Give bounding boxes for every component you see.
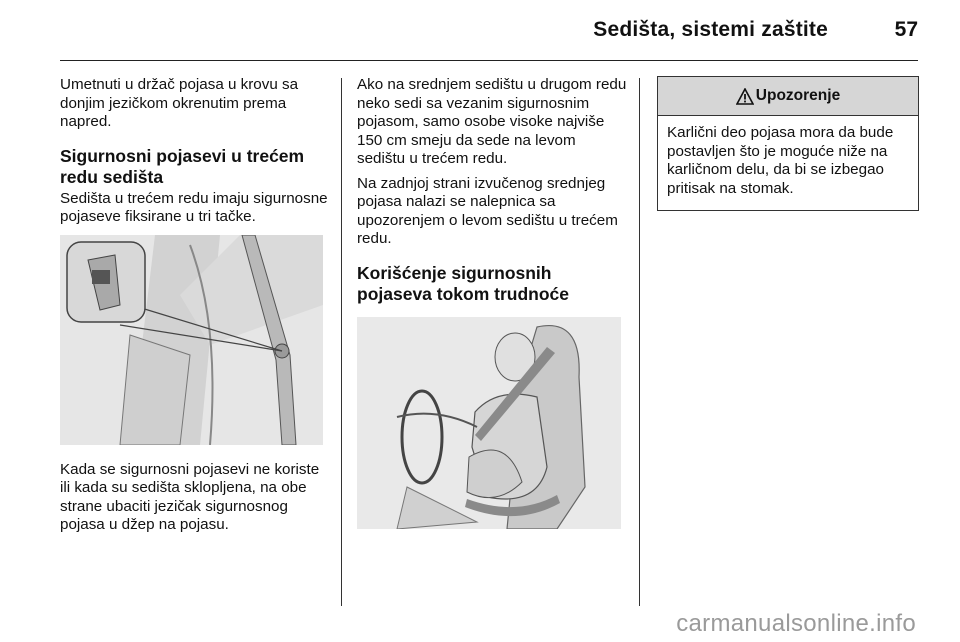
seatbelt-third-row-illustration bbox=[60, 235, 323, 445]
section-heading-third-row: Sigurnosni pojasevi u trećem redu sedišta bbox=[60, 145, 305, 187]
pregnancy-seatbelt-illustration bbox=[357, 317, 621, 529]
warning-triangle-icon bbox=[736, 88, 754, 105]
sticker-paragraph: Na zadnjoj strani izvučenog srednjeg pojasa nalazi se nalepnica sa upozorenjem o levom sedištu u trećem redu. bbox=[357, 174, 618, 247]
watermark: carmanualsonline.info bbox=[676, 610, 916, 637]
header-divider bbox=[60, 60, 918, 61]
column-divider-2 bbox=[639, 78, 640, 606]
intro-paragraph: Umetnuti u držač pojasa u krovu sa donjim jezičkom okrenutim prema napred. bbox=[60, 76, 299, 130]
page-number: 57 bbox=[894, 18, 918, 41]
column-1 bbox=[60, 76, 330, 541]
column-2 bbox=[357, 76, 627, 529]
third-row-paragraph: Sedišta u trećem redu imaju sigurnosne pojaseve fiksirane u tri tačke. bbox=[60, 189, 328, 225]
warning-header bbox=[658, 77, 918, 116]
column-divider-1 bbox=[341, 78, 342, 606]
section-heading-pregnancy: Korišćenje sigurnosnih pojaseva tokom trudnoće bbox=[357, 262, 569, 304]
middle-seat-paragraph: Ako na srednjem sedištu u drugom redu neko sedi sa vezanim sigurnosnim pojasom, samo osobe visoke najviše 150 cm smeju da sede na levom sedištu u trećem redu. bbox=[357, 76, 627, 167]
third-row-stow-paragraph: Kada se sigurnosni pojasevi ne koriste ili kada su sedišta sklopljena, na obe strane ubaciti jezičak sigurnosnog pojasa u džep na pojasu. bbox=[60, 460, 320, 533]
page-title: Sedišta, sistemi zaštite bbox=[593, 18, 828, 41]
warning-text: Karlični deo pojasa mora da bude postavljen što je moguće niže na karličnom delu, da bi se izbegao pritisak na stomak. bbox=[667, 124, 894, 197]
column-3 bbox=[657, 76, 919, 211]
warning-box bbox=[657, 76, 919, 211]
warning-title: Upozorenje bbox=[755, 86, 841, 104]
